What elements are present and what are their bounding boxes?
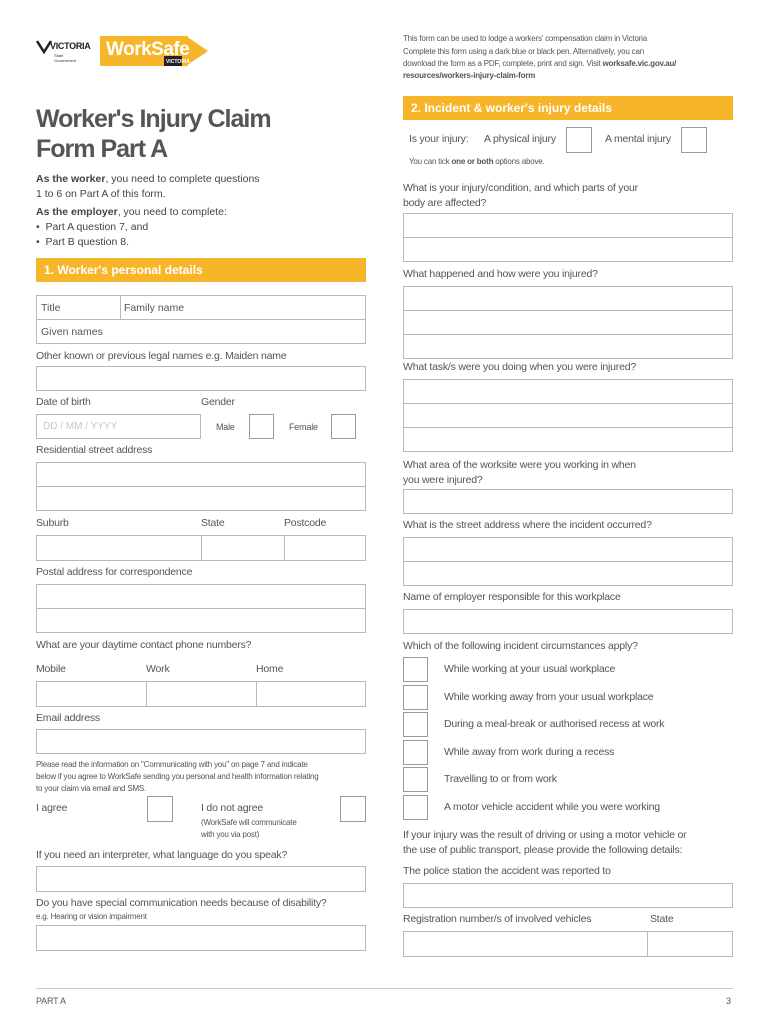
- worksafe-logo-sub: VICTORIA: [166, 59, 190, 65]
- interpreter-input[interactable]: [36, 866, 366, 892]
- mental-checkbox[interactable]: [681, 127, 707, 153]
- circumstance-label-3: During a meal-break or authorised recess at work: [444, 718, 665, 730]
- circumstance-label-1: While working at your usual workplace: [444, 663, 616, 675]
- disagree-checkbox[interactable]: [340, 796, 366, 822]
- area-label: What area of the worksite were you working in when you were injured?: [403, 459, 636, 486]
- worksafe-logo-text: WorkSafe: [106, 39, 190, 60]
- family-name-label: Family name: [124, 302, 185, 314]
- email-label: Email address: [36, 712, 100, 724]
- title-label: Title: [41, 302, 61, 314]
- female-checkbox[interactable]: [331, 414, 356, 439]
- tick-note: You can tick one or both options above.: [409, 157, 545, 166]
- female-label: Female: [289, 422, 318, 432]
- suburb-input[interactable]: [36, 535, 202, 561]
- postcode-input[interactable]: [284, 535, 366, 561]
- circumstance-checkbox-4[interactable]: [403, 740, 428, 765]
- how-input-3[interactable]: [403, 334, 733, 359]
- special-needs-hint: e.g. Hearing or vision impairment: [36, 912, 147, 921]
- victoria-logo-text: VICTORIA: [50, 41, 91, 51]
- footer-divider: [36, 988, 733, 989]
- home-phone-input[interactable]: [256, 681, 366, 707]
- circumstances-label: Which of the following incident circumstances apply?: [403, 640, 638, 652]
- mental-label: A mental injury: [605, 133, 671, 145]
- suburb-label: Suburb: [36, 517, 69, 529]
- residential-label: Residential street address: [36, 444, 153, 456]
- worksafe-logo: [100, 30, 208, 74]
- email-input[interactable]: [36, 729, 366, 754]
- circumstance-checkbox-5[interactable]: [403, 767, 428, 792]
- male-label: Male: [216, 422, 235, 432]
- postal-input-1[interactable]: [36, 584, 366, 609]
- intro-link-2[interactable]: resources/workers-injury-claim-form: [403, 71, 536, 80]
- condition-input-1[interactable]: [403, 213, 733, 238]
- employer-instructions: As the employer, you need to complete: • Part A question 7, and • Part B question 8.: [36, 206, 227, 248]
- given-names-label: Given names: [41, 326, 103, 338]
- how-input-2[interactable]: [403, 310, 733, 335]
- task-input-2[interactable]: [403, 403, 733, 428]
- street-label: What is the street address where the incident occurred?: [403, 519, 652, 531]
- intro-link[interactable]: worksafe.vic.gov.au/: [602, 59, 677, 68]
- intro-line-1: This form can be used to lodge a workers' compensation claim in Victoria: [403, 34, 647, 43]
- registration-input[interactable]: [403, 931, 648, 957]
- police-input[interactable]: [403, 883, 733, 908]
- task-input-1[interactable]: [403, 379, 733, 404]
- task-input-3[interactable]: [403, 427, 733, 452]
- circumstance-label-6: A motor vehicle accident while you were working: [444, 801, 660, 813]
- mobile-input[interactable]: [36, 681, 147, 707]
- agree-label: I agree: [36, 802, 68, 814]
- residential-input-2[interactable]: [36, 486, 366, 511]
- employer-label: Name of employer responsible for this workplace: [403, 591, 621, 603]
- section-1-heading: 1. Worker's personal details: [36, 258, 366, 282]
- circumstance-label-5: Travelling to or from work: [444, 773, 557, 785]
- state-input[interactable]: [201, 535, 285, 561]
- circumstance-checkbox-3[interactable]: [403, 712, 428, 737]
- home-label: Home: [256, 663, 284, 675]
- consent-text: Please read the information on "Communicating with you" on page 7 and indicate below if you agree to WorkSafe sending you personal and health information relating to your claim via email and SMS.: [36, 760, 319, 793]
- work-label: Work: [146, 663, 170, 675]
- other-names-label: Other known or previous legal names e.g. Maiden name: [36, 350, 287, 362]
- male-checkbox[interactable]: [249, 414, 274, 439]
- how-label: What happened and how were you injured?: [403, 268, 598, 280]
- phone-label: What are your daytime contact phone numbers?: [36, 639, 252, 651]
- special-needs-label: Do you have special communication needs because of disability?: [36, 897, 327, 909]
- footer-part-label: PART A: [36, 996, 66, 1006]
- circumstance-label-2: While working away from your usual workplace: [444, 691, 654, 703]
- vehicle-state-input[interactable]: [647, 931, 733, 957]
- page-title: Worker's Injury Claim Form Part A: [36, 105, 271, 163]
- circumstance-checkbox-1[interactable]: [403, 657, 428, 682]
- section-2-heading: 2. Incident & worker's injury details: [403, 96, 733, 120]
- injury-type-label: Is your injury:: [409, 133, 469, 145]
- task-label: What task/s were you doing when you were injured?: [403, 361, 636, 373]
- postal-input-2[interactable]: [36, 608, 366, 633]
- dob-placeholder: DD / MM / YYYY: [43, 421, 118, 432]
- disagree-note: (WorkSafe will communicate with you via post): [201, 818, 297, 839]
- employer-input[interactable]: [403, 609, 733, 634]
- work-phone-input[interactable]: [146, 681, 257, 707]
- state-label: State: [201, 517, 225, 529]
- condition-label: What is your injury/condition, and which parts of your body are affected?: [403, 182, 638, 209]
- postal-label: Postal address for correspondence: [36, 566, 193, 578]
- physical-checkbox[interactable]: [566, 127, 592, 153]
- vehicle-state-label: State: [650, 913, 674, 925]
- footer-page-number: 3: [726, 996, 731, 1006]
- street-input-2[interactable]: [403, 561, 733, 586]
- vehicle-label: If your injury was the result of driving or using a motor vehicle or the use of public transport, please provide the following details:: [403, 829, 687, 856]
- special-needs-input[interactable]: [36, 925, 366, 951]
- victoria-logo-sub: State Government: [54, 53, 77, 63]
- interpreter-label: If you need an interpreter, what language do you speak?: [36, 849, 288, 861]
- area-input[interactable]: [403, 489, 733, 514]
- intro-line-2: Complete this form using a dark blue or black pen. Alternatively, you can: [403, 47, 644, 56]
- condition-input-2[interactable]: [403, 237, 733, 262]
- dob-label: Date of birth: [36, 396, 91, 408]
- circumstance-checkbox-6[interactable]: [403, 795, 428, 820]
- worker-instructions: As the worker, you need to complete questions 1 to 6 on Part A of this form.: [36, 173, 260, 200]
- gender-label: Gender: [201, 396, 235, 408]
- physical-label: A physical injury: [484, 133, 556, 145]
- intro-line-3: download the form as a PDF, complete, print and sign. Visit worksafe.vic.gov.au/: [403, 59, 677, 68]
- agree-checkbox[interactable]: [147, 796, 173, 822]
- circumstance-label-4: While away from work during a recess: [444, 746, 615, 758]
- other-names-input[interactable]: [36, 366, 366, 391]
- mobile-label: Mobile: [36, 663, 66, 675]
- victoria-logo: [36, 38, 91, 68]
- how-input-1[interactable]: [403, 286, 733, 311]
- postcode-label: Postcode: [284, 517, 327, 529]
- disagree-label: I do not agree: [201, 802, 263, 814]
- police-label: The police station the accident was reported to: [403, 865, 611, 877]
- residential-input-1[interactable]: [36, 462, 366, 487]
- circumstance-checkbox-2[interactable]: [403, 685, 428, 710]
- street-input-1[interactable]: [403, 537, 733, 562]
- registration-label: Registration number/s of involved vehicles: [403, 913, 592, 925]
